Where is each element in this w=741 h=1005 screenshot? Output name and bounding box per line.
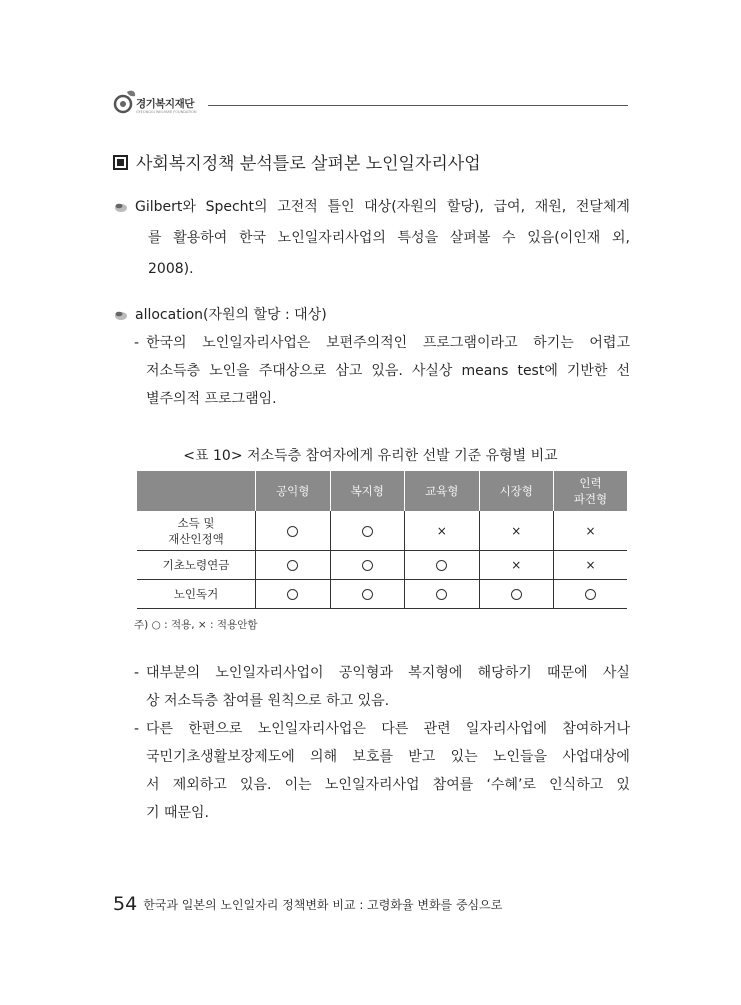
table-cell bbox=[256, 511, 331, 551]
intro-line bbox=[114, 223, 630, 254]
word: 때문에 bbox=[547, 665, 588, 681]
cross-mark-icon: × bbox=[511, 523, 522, 538]
word: 있 bbox=[616, 777, 630, 793]
word: 인식하고 bbox=[549, 777, 604, 793]
table-cell bbox=[479, 511, 554, 551]
word: 한국 bbox=[238, 230, 267, 246]
word: 활용하여 bbox=[173, 230, 228, 246]
table-row bbox=[137, 580, 627, 609]
word: 관련 bbox=[423, 721, 451, 737]
conclusion-paragraph: - 다른 한편으로 노인일자리사업은 다른 관련 일자리사업에 참여하거나 국민기초생활보장제도에 의해 보호를 받고 있는 노인들을 사업대상에 서 제외하고 있음. 이는 노인일자리사업 참여를 ‘수혜’로 인식하고 있 기 때문임. bbox=[134, 715, 630, 827]
table-cell bbox=[554, 551, 628, 580]
word: 받고 bbox=[408, 749, 436, 765]
word: 특성을 bbox=[397, 230, 439, 246]
table-cell bbox=[256, 580, 331, 609]
word: 하기는 bbox=[533, 335, 574, 351]
word: 의해 bbox=[310, 749, 338, 765]
bullet-icon bbox=[114, 201, 129, 213]
table-header-cell: 시장형 bbox=[479, 471, 554, 511]
word: means bbox=[461, 363, 509, 379]
word: 있음. bbox=[371, 363, 403, 379]
header-divider bbox=[208, 105, 628, 106]
word: 다른 bbox=[381, 721, 409, 737]
word: 제외하고 bbox=[172, 777, 227, 793]
word: 사업대상에 bbox=[562, 749, 630, 765]
table-header-row bbox=[137, 471, 627, 511]
table-cell bbox=[330, 580, 405, 609]
word: 노인일자리사업은 bbox=[202, 335, 311, 351]
table-cell bbox=[479, 580, 554, 609]
cross-mark-icon: × bbox=[436, 523, 447, 538]
word: test에 bbox=[517, 363, 558, 379]
word: 사실 bbox=[602, 665, 630, 681]
word: 급여, bbox=[493, 199, 526, 215]
section-title: 사회복지정책 분석틀로 살펴본 노인일자리사업 bbox=[113, 149, 481, 174]
word: Gilbert와 bbox=[135, 199, 196, 215]
table-row bbox=[137, 511, 627, 551]
circle-mark-icon bbox=[362, 560, 373, 571]
word: 보편주의적인 bbox=[326, 335, 408, 351]
word: 살펴볼 bbox=[449, 230, 491, 246]
intro-line: 2008). bbox=[148, 261, 194, 277]
word: 대상(자원의 bbox=[364, 199, 438, 215]
circle-mark-icon bbox=[287, 560, 298, 571]
circle-mark-icon bbox=[362, 589, 373, 600]
circle-mark-icon bbox=[287, 589, 298, 600]
word: 있는 bbox=[450, 749, 478, 765]
intro-line bbox=[114, 192, 630, 223]
table-header-cell: 공익형 bbox=[256, 471, 331, 511]
circle-mark-icon bbox=[585, 589, 596, 600]
table-cell bbox=[554, 511, 628, 551]
square-bullet-icon bbox=[113, 155, 128, 170]
word: 공익형과 bbox=[338, 665, 393, 681]
table-row bbox=[137, 551, 627, 580]
table-header-cell: 인력 파견형 bbox=[554, 471, 628, 511]
circle-mark-icon bbox=[511, 589, 522, 600]
footer-title: 한국과 일본의 노인일자리 정책변화 비교 : 고령화율 변화를 중심으로 bbox=[143, 898, 503, 912]
circle-mark-icon bbox=[436, 589, 447, 600]
word: 대부분의 bbox=[146, 665, 201, 681]
word: 보호를 bbox=[352, 749, 393, 765]
allocation-heading: allocation(자원의 할당 : 대상) bbox=[114, 300, 630, 331]
word: Specht의 bbox=[205, 199, 268, 215]
bullet-icon bbox=[114, 309, 129, 321]
word: 일자리사업에 bbox=[465, 721, 548, 737]
cross-mark-icon: × bbox=[511, 558, 522, 572]
word: 어렵고 bbox=[589, 335, 630, 351]
conclusion-line: 기 때문임. bbox=[146, 805, 209, 821]
word: 복지형에 bbox=[408, 665, 463, 681]
word: 기반한 bbox=[566, 363, 608, 379]
table-cell bbox=[405, 551, 480, 580]
foundation-logo-icon bbox=[112, 88, 138, 116]
table-cell bbox=[479, 551, 554, 580]
word: 서 bbox=[146, 777, 160, 793]
word: 주대상으로 bbox=[258, 363, 327, 379]
word: 참여하거나 bbox=[562, 721, 630, 737]
word: 노인일자리사업 bbox=[324, 777, 420, 793]
word: ‘수혜’로 bbox=[486, 777, 536, 793]
word: 노인일자리사업의 bbox=[277, 230, 386, 246]
word: 재원, bbox=[534, 199, 567, 215]
allocation-line: 별주의적 프로그램임. bbox=[146, 391, 277, 407]
word: 고전적 bbox=[277, 199, 318, 215]
intro-paragraph bbox=[114, 192, 630, 285]
word: 수 bbox=[502, 230, 516, 246]
table-header-cell: 교육형 bbox=[405, 471, 480, 511]
cross-mark-icon: × bbox=[585, 523, 596, 538]
word: 틀인 bbox=[327, 199, 355, 215]
word: 참여를 bbox=[432, 777, 474, 793]
allocation-paragraph: - 한국의 노인일자리사업은 보편주의적인 프로그램이라고 하기는 어렵고 저소득층 노인을 주대상으로 삼고 있음. 사실상 means test에 기반한 선 별주의적 프로그램임. bbox=[134, 329, 630, 413]
word: 한편으로 bbox=[188, 721, 243, 737]
table-note: 주) ○ : 적용, × : 적용안함 bbox=[134, 619, 258, 631]
conclusion-line: 상 저소득층 참여를 원칙으로 하고 있음. bbox=[146, 693, 390, 709]
word: 삼고 bbox=[335, 363, 363, 379]
circle-mark-icon bbox=[362, 526, 373, 537]
conclusion-line bbox=[134, 659, 630, 687]
word: 외, bbox=[611, 230, 630, 246]
word: 노인을 bbox=[209, 363, 250, 379]
word: 이는 bbox=[284, 777, 312, 793]
word: 노인들을 bbox=[492, 749, 548, 765]
row-label: 노인독거 bbox=[137, 580, 256, 609]
word: 를 bbox=[148, 230, 162, 246]
table-cell bbox=[330, 511, 405, 551]
word: 있음(이인재 bbox=[527, 230, 601, 246]
word: 해당하기 bbox=[477, 665, 532, 681]
word: 사실상 bbox=[411, 363, 453, 379]
conclusion-line bbox=[134, 743, 630, 771]
page-number: 54 bbox=[113, 893, 138, 915]
table-header-cell bbox=[137, 471, 256, 511]
table-cell bbox=[256, 551, 331, 580]
circle-mark-icon bbox=[436, 560, 447, 571]
word: 있음. bbox=[239, 777, 272, 793]
table-cell bbox=[405, 580, 480, 609]
org-subtitle: GYEONGGI WELFARE FOUNDATION bbox=[136, 110, 197, 114]
word: 노인일자리사업은 bbox=[257, 721, 366, 737]
org-name: 경기복지재단 bbox=[136, 98, 194, 110]
row-label: 기초노령연금 bbox=[137, 551, 256, 580]
word: 프로그램이라고 bbox=[422, 335, 518, 351]
allocation-line bbox=[134, 329, 630, 357]
comparison-table bbox=[137, 471, 627, 609]
table-header-cell: 복지형 bbox=[330, 471, 405, 511]
allocation-line bbox=[134, 357, 630, 385]
word: 한국의 bbox=[146, 335, 187, 351]
word: 저소득층 bbox=[146, 363, 201, 379]
table-cell bbox=[405, 511, 480, 551]
circle-mark-icon bbox=[287, 526, 298, 537]
table-cell bbox=[554, 580, 628, 609]
table-cell bbox=[330, 551, 405, 580]
conclusion-line bbox=[134, 771, 630, 799]
word: 전달체계 bbox=[575, 199, 630, 215]
word: 할당), bbox=[446, 199, 484, 215]
page-header bbox=[112, 88, 628, 120]
word: 노인일자리사업이 bbox=[215, 665, 324, 681]
word: 선 bbox=[616, 363, 630, 379]
table-caption: <표 10> 저소득층 참여자에게 유리한 선발 기준 유형별 비교 bbox=[183, 448, 558, 464]
cross-mark-icon: × bbox=[585, 558, 596, 572]
word: 국민기초생활보장제도에 bbox=[146, 749, 295, 765]
word: 다른 bbox=[146, 721, 174, 737]
conclusion-line bbox=[134, 715, 630, 743]
row-label: 소득 및 재산인정액 bbox=[137, 511, 256, 551]
conclusion-paragraph: - 대부분의 노인일자리사업이 공익형과 복지형에 해당하기 때문에 사실 상 저소득층 참여를 원칙으로 하고 있음. bbox=[134, 659, 630, 715]
page-footer bbox=[113, 893, 502, 915]
